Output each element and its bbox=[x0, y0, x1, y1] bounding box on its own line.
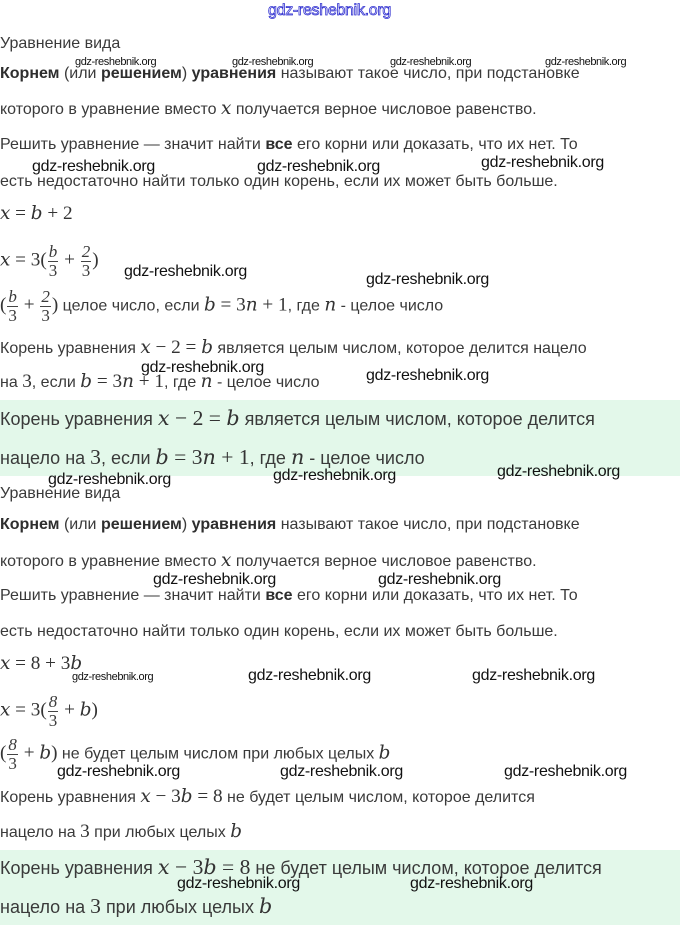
text-line bbox=[0, 515, 580, 535]
math-expression: b bbox=[258, 894, 273, 918]
watermark: gdz-reshebnik.org bbox=[472, 667, 595, 684]
watermark: gdz-reshebnik.org bbox=[141, 359, 264, 376]
fraction-numerator: 2 bbox=[81, 242, 91, 261]
watermark: gdz-reshebnik.org bbox=[545, 56, 627, 68]
watermark: gdz-reshebnik.org bbox=[75, 56, 157, 68]
math-expression: n bbox=[202, 445, 216, 469]
fraction-numerator: 8 bbox=[48, 692, 58, 711]
text-segment: называют такое число, при подстановке bbox=[276, 516, 580, 533]
math-expression: − 3 bbox=[150, 786, 181, 807]
text-line bbox=[0, 693, 98, 730]
text-segment: - целое число bbox=[304, 448, 425, 468]
text-segment: называют такое число, при подстановке bbox=[276, 65, 580, 82]
text-segment: , если bbox=[100, 448, 156, 468]
fraction-denominator: 3 bbox=[41, 306, 50, 325]
fraction bbox=[7, 288, 18, 325]
math-expression: b bbox=[70, 653, 83, 674]
text-segment: при любых целых bbox=[100, 897, 259, 917]
text-segment: (или bbox=[59, 516, 101, 533]
math-expression: ) bbox=[91, 699, 98, 721]
text-segment: его корни или доказать, что их нет. То bbox=[292, 136, 578, 153]
watermark: gdz-reshebnik.org bbox=[248, 667, 371, 684]
math-expression: + bbox=[59, 699, 80, 721]
math-expression: ( bbox=[0, 294, 7, 316]
bold-term: все bbox=[265, 136, 293, 153]
math-expression: + 1 bbox=[257, 294, 288, 316]
math-expression: + 1 bbox=[133, 371, 164, 392]
text-segment: при любых целых bbox=[89, 824, 231, 841]
math-expression: n bbox=[122, 371, 134, 392]
math-expression: b bbox=[226, 406, 240, 430]
text-segment: его корни или доказать, что их нет. То bbox=[292, 587, 578, 604]
bold-term: уравнения bbox=[191, 65, 277, 82]
fraction-numerator: b bbox=[8, 287, 17, 306]
math-expression: b bbox=[230, 821, 242, 842]
watermark: gdz-reshebnik.org bbox=[497, 463, 620, 480]
math-expression: b bbox=[80, 371, 93, 392]
math-expression: b bbox=[203, 294, 216, 316]
text-segment: нацело на bbox=[0, 824, 81, 841]
text-line bbox=[0, 447, 425, 468]
math-expression: b bbox=[378, 742, 391, 764]
math-expression: b bbox=[201, 337, 213, 358]
math-expression: x bbox=[140, 786, 151, 807]
watermark: gdz-reshebnik.org bbox=[410, 875, 533, 892]
math-expression: n bbox=[324, 294, 337, 316]
math-expression: + 1 bbox=[215, 445, 250, 469]
text-line bbox=[0, 408, 595, 429]
watermark: gdz-reshebnik.org bbox=[280, 763, 403, 780]
text-segment: нацело на bbox=[0, 448, 91, 468]
text-segment: ) bbox=[181, 516, 192, 533]
text-segment: , если bbox=[31, 374, 81, 391]
text-segment: - целое число bbox=[212, 374, 320, 391]
watermark: gdz-reshebnik.org bbox=[177, 875, 300, 892]
math-expression: n bbox=[290, 445, 305, 469]
text-line bbox=[0, 551, 537, 572]
text-segment: , где bbox=[249, 448, 291, 468]
watermark: gdz-reshebnik.org bbox=[153, 571, 276, 588]
text-line bbox=[0, 204, 73, 225]
text-line bbox=[0, 243, 99, 280]
text-segment: целое число, если bbox=[58, 297, 204, 315]
text-line bbox=[0, 787, 535, 808]
math-expression: b bbox=[155, 445, 169, 469]
text-segment: не будет целым числом, которое делится bbox=[250, 858, 602, 878]
watermark: gdz-reshebnik.org bbox=[366, 271, 489, 288]
math-expression: − 2 = bbox=[169, 406, 227, 430]
math-expression: 3 bbox=[90, 894, 101, 918]
math-expression: + bbox=[18, 742, 40, 764]
text-segment: на bbox=[0, 374, 23, 391]
text-line bbox=[0, 99, 537, 120]
bold-term: решением bbox=[100, 65, 182, 82]
text-segment: , где bbox=[287, 297, 325, 315]
bold-term: Корнем bbox=[0, 516, 60, 533]
math-expression: ) bbox=[51, 294, 59, 316]
fraction-numerator: b bbox=[48, 242, 58, 261]
text-segment: Корень уравнения bbox=[0, 789, 141, 806]
watermark: gdz-reshebnik.org bbox=[257, 158, 380, 175]
math-expression: 3 bbox=[22, 371, 32, 392]
math-expression: b bbox=[39, 742, 52, 764]
watermark: gdz-reshebnik.org bbox=[232, 56, 314, 68]
text-segment: есть недостаточно найти только один корень, если их может быть больше. bbox=[0, 173, 558, 190]
bold-term: уравнения bbox=[191, 516, 277, 533]
watermark: gdz-reshebnik.org bbox=[273, 467, 396, 484]
text-line bbox=[0, 586, 578, 606]
text-line bbox=[0, 654, 82, 675]
math-expression: = 8 bbox=[216, 855, 251, 879]
math-expression: − 2 = bbox=[150, 337, 202, 358]
math-expression: = 8 bbox=[192, 786, 223, 807]
watermark: gdz-reshebnik.org bbox=[481, 154, 604, 171]
text-segment: Корень уравнения bbox=[0, 858, 158, 878]
text-line bbox=[0, 135, 578, 155]
text-segment: получается верное числовое равенство. bbox=[231, 553, 537, 570]
text-segment: нацело на bbox=[0, 897, 91, 917]
text-segment: - целое число bbox=[336, 297, 444, 315]
bold-term: Корнем bbox=[0, 65, 60, 82]
text-segment: получается верное числовое равенство. bbox=[231, 101, 537, 118]
math-expression: x bbox=[221, 98, 232, 119]
fraction bbox=[40, 288, 51, 325]
math-expression: x bbox=[0, 653, 11, 674]
math-expression: 3 bbox=[90, 445, 101, 469]
math-expression: = 8 + 3 bbox=[10, 653, 71, 674]
watermark: gdz-reshebnik.org bbox=[72, 671, 154, 683]
math-expression: + bbox=[18, 294, 40, 316]
math-expression: 3 bbox=[80, 821, 90, 842]
math-expression: = 3( bbox=[10, 249, 47, 271]
math-expression: + 2 bbox=[42, 203, 73, 224]
math-expression: = 3 bbox=[215, 294, 246, 316]
text-line bbox=[0, 622, 558, 642]
text-segment: является целым числом, которое делится bbox=[239, 409, 595, 429]
text-segment: , где bbox=[163, 374, 201, 391]
math-expression: x bbox=[140, 337, 151, 358]
watermark: gdz-reshebnik.org bbox=[48, 471, 171, 488]
bold-term: все bbox=[265, 587, 293, 604]
fraction-denominator: 3 bbox=[8, 306, 17, 325]
text-segment: которого в уравнение вместо bbox=[0, 553, 222, 570]
fraction bbox=[48, 243, 59, 280]
watermark-header: gdz-reshebnik.org bbox=[268, 2, 391, 19]
text-segment: Корень уравнения bbox=[0, 409, 158, 429]
math-expression: b bbox=[30, 203, 43, 224]
text-segment: Уравнение вида bbox=[0, 485, 121, 502]
text-line bbox=[0, 34, 120, 54]
fraction-denominator: 3 bbox=[48, 261, 58, 280]
watermark: gdz-reshebnik.org bbox=[390, 56, 472, 68]
math-expression: ( bbox=[0, 742, 7, 764]
math-expression: x bbox=[157, 855, 170, 879]
text-segment: не будет целым числом при любых целых bbox=[57, 745, 379, 763]
math-expression: n bbox=[200, 371, 213, 392]
text-line bbox=[0, 822, 242, 843]
fraction-denominator: 3 bbox=[81, 261, 91, 280]
text-line bbox=[0, 288, 443, 325]
fraction bbox=[7, 736, 18, 773]
text-segment: Корень уравнения bbox=[0, 340, 141, 357]
text-segment: является целым числом, которое делится нацело bbox=[212, 340, 587, 357]
bold-term: решением bbox=[100, 516, 182, 533]
math-expression: = 3 bbox=[168, 445, 203, 469]
watermark: gdz-reshebnik.org bbox=[57, 763, 180, 780]
fraction bbox=[48, 693, 59, 730]
math-expression: x bbox=[0, 699, 11, 721]
math-expression: n bbox=[245, 294, 258, 316]
watermark: gdz-reshebnik.org bbox=[366, 367, 489, 384]
fraction-denominator: 3 bbox=[48, 711, 58, 730]
watermark: gdz-reshebnik.org bbox=[32, 158, 155, 175]
watermark: gdz-reshebnik.org bbox=[378, 571, 501, 588]
fraction-numerator: 2 bbox=[41, 287, 50, 306]
watermark: gdz-reshebnik.org bbox=[504, 763, 627, 780]
fraction-numerator: 8 bbox=[8, 735, 17, 754]
text-segment: есть недостаточно найти только один корень, если их может быть больше. bbox=[0, 623, 558, 640]
text-segment: (или bbox=[59, 65, 101, 82]
math-expression: ) bbox=[92, 249, 99, 271]
text-segment: Решить уравнение — значит найти bbox=[0, 587, 266, 604]
math-expression: b bbox=[79, 699, 92, 721]
math-expression: = 3 bbox=[92, 371, 123, 392]
math-expression: + bbox=[59, 249, 80, 271]
math-expression: x bbox=[157, 406, 170, 430]
text-segment: не будет целым числом, которое делится bbox=[222, 789, 535, 806]
fraction-denominator: 3 bbox=[8, 754, 17, 773]
watermark: gdz-reshebnik.org bbox=[124, 263, 247, 280]
math-expression: b bbox=[203, 855, 217, 879]
math-expression: = 3( bbox=[10, 699, 47, 721]
math-expression: = bbox=[10, 203, 31, 224]
math-expression: x bbox=[0, 249, 11, 271]
text-line bbox=[0, 338, 587, 359]
fraction bbox=[81, 243, 92, 280]
text-segment: Уравнение вида bbox=[0, 35, 121, 52]
text-segment: ) bbox=[181, 65, 192, 82]
text-segment: которого в уравнение вместо bbox=[0, 101, 222, 118]
math-expression: − 3 bbox=[169, 855, 204, 879]
math-expression: x bbox=[221, 550, 232, 571]
math-expression: b bbox=[180, 786, 193, 807]
text-line bbox=[0, 896, 272, 917]
text-segment: Решить уравнение — значит найти bbox=[0, 136, 266, 153]
math-expression: x bbox=[0, 203, 11, 224]
math-expression: ) bbox=[51, 742, 58, 764]
